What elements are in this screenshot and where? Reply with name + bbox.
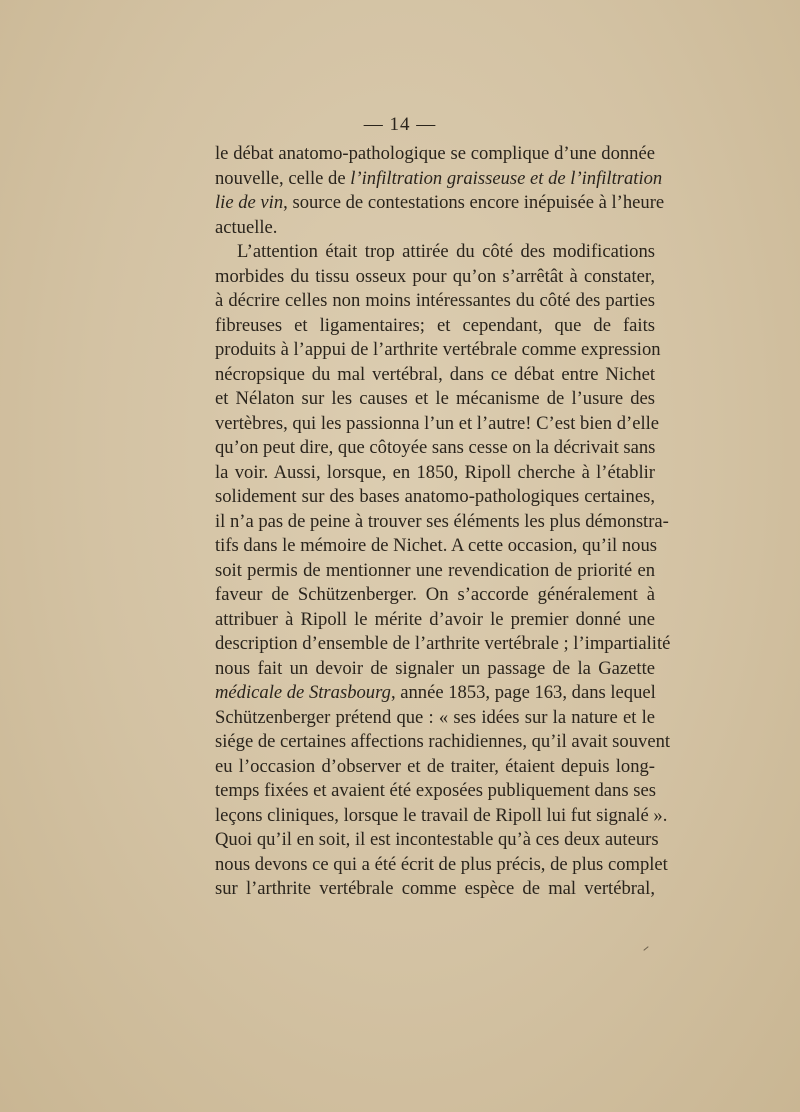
text-line: L’attention était trop attirée du côté des modifications [237,241,655,262]
text-run: nouvelle, celle de [215,167,351,189]
text-line: il n’a pas de peine à trouver ses éléments les plus démonstra- [215,510,669,532]
text-line: faveur de Schützenberger. On s’accorde généralement à [215,584,655,605]
text-line: siége de certaines affections rachidiennes, qu’il avait souvent [215,731,671,752]
italic-phrase: l’infiltration graisseuse et de l’infiltration [350,167,663,189]
text-line: attribuer à Ripoll le mérite d’avoir le premier donné une [215,608,655,630]
text-line: la voir. Aussi, lorsque, en 1850, Ripoll cherche à l’établir [215,461,655,483]
text-line: temps fixées et avaient été exposées publiquement dans ses [215,780,656,801]
paragraph-1 [215,142,665,240]
text-line: vertèbres, qui les passionna l’un et l’autre! C’est bien d’elle [215,412,660,434]
text-line: produits à l’appui de l’arthrite vertébrale comme expression [215,339,661,360]
text-line: nécropsique du mal vertébral, dans ce débat entre Nichet [215,363,655,385]
text-line [215,681,655,706]
text-run: , année 1853, page 163, dans lequel [390,682,656,703]
text-line [215,167,663,192]
italic-phrase: médicale de Strasbourg [215,682,391,703]
text-line: nous fait un devoir de signaler un passage de la Gazette [215,657,655,679]
text-line: qu’on peut dire, que côtoyée sans cesse on la décrivait sans [215,437,656,458]
text-line: tifs dans le mémoire de Nichet. A cette occasion, qu’il nous [215,535,658,556]
text-line: à décrire celles non moins intéressantes du côté des parties [215,290,655,311]
text-line: leçons cliniques, lorsque le travail de Ripoll lui fut signalé ». [215,804,668,826]
text-line: soit permis de mentionner une revendication de priorité en [215,559,655,581]
italic-phrase: lie de vin [215,192,284,213]
text-line: fibreuses et ligamentaires; et cependant, que de faits [215,314,655,336]
text-line: sur l’arthrite vertébrale comme espèce de mal vertébral, [215,878,655,899]
text-line: morbides du tissu osseux pour qu’on s’arrêtât à constater, [215,265,655,287]
text-line: solidement sur des bases anatomo-pathologiques certaines, [215,486,655,507]
text-line: et Nélaton sur les causes et le mécanisme de l’usure des [215,388,655,409]
text-line: description d’ensemble de l’arthrite vertébrale ; l’impartialité [215,633,671,654]
text-line [215,191,665,216]
text-line: nous devons ce qui a été écrit de plus précis, de plus complet [215,853,668,875]
paragraph-2 [215,240,671,902]
text-line: Schützenberger prétend que : « ses idées sur la nature et le [215,706,655,728]
text-line: le débat anatomo-pathologique se complique d’une donnée [215,143,655,164]
body-text [215,142,671,902]
page-number: — 14 — [363,114,437,135]
text-line: actuelle. [215,216,278,238]
stray-pen-mark [643,946,648,951]
text-run: , source de contestations encore inépuisée à l’heure [283,192,665,213]
text-line: Quoi qu’il en soit, il est incontestable qu’à ces deux auteurs [215,829,659,850]
text-line: eu l’occasion d’observer et de traiter, étaient depuis long- [215,755,655,777]
